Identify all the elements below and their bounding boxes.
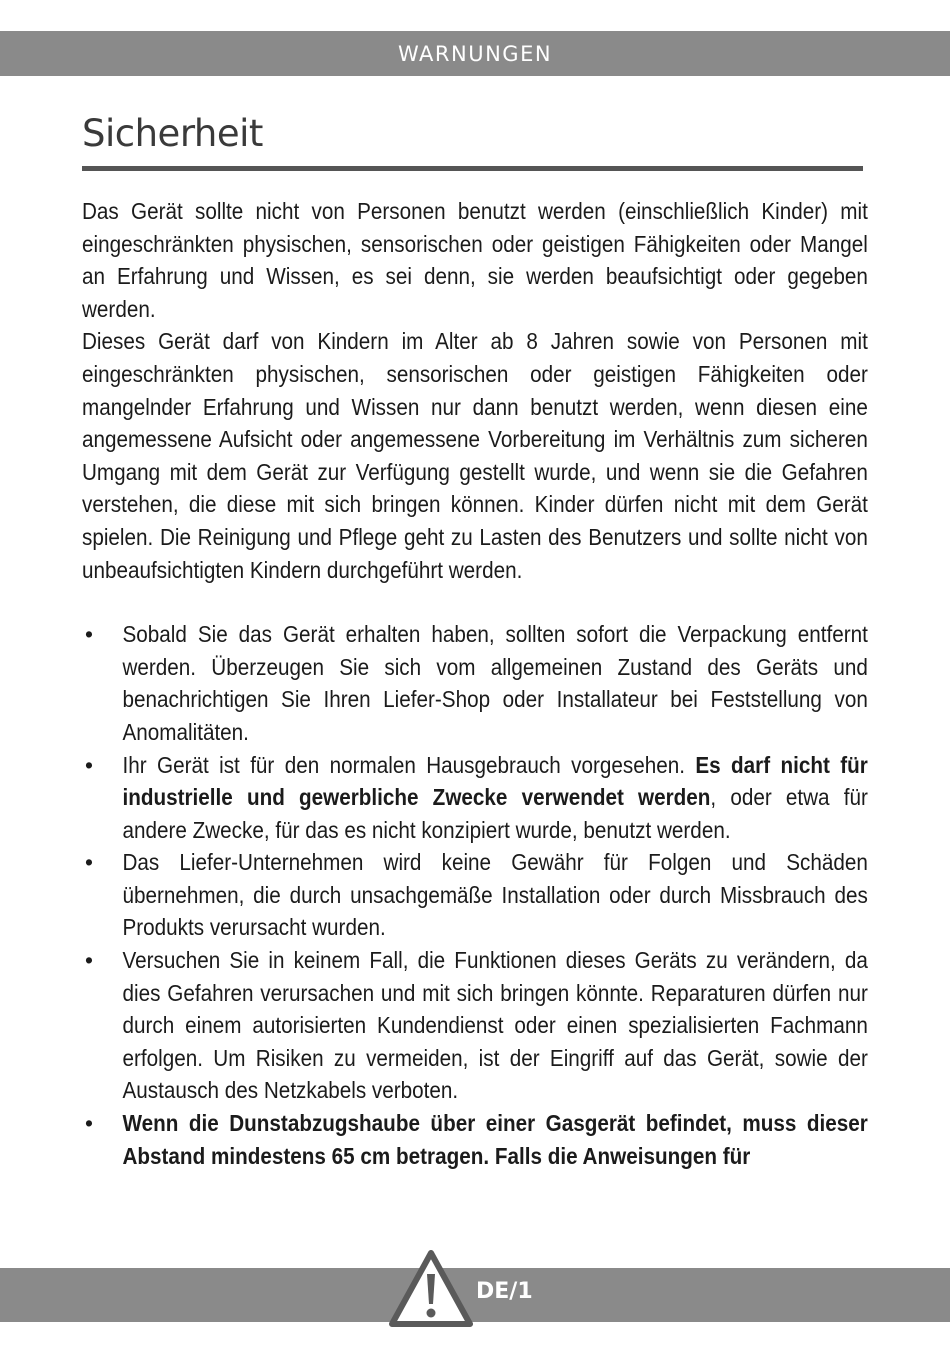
list-item [82, 618, 868, 748]
bullet-icon: • [85, 1110, 94, 1137]
list-item-text: Versuchen Sie in keinem Fall, die Funktionen dieses Geräts zu verändern, da dies Gefahren verursachen und mit sich bringen könnte. Reparaturen dürfen nur durch einem autorisierten Kundendienst oder einen spezialisierten Fachmann erfolgen. Um Risiken zu vermeiden, ist der Eingriff auf das Gerät, sowie der Austausch des Netzkabels verboten. [122, 947, 868, 1104]
list-item [82, 846, 868, 944]
list-item-text: Das Liefer-Unternehmen wird keine Gewähr für Folgen und Schäden übernehmen, die durch unsachgemäße Installation oder durch Missbrauch des Produkts verursacht wurden. [122, 849, 868, 941]
list-item-emphasis: Es darf nicht für industrielle und gewerbliche Zwecke verwendet werden [122, 751, 868, 811]
footer-bar [0, 1268, 950, 1322]
paragraph-1: Das Gerät sollte nicht von Personen benutzt werden (einschließlich Kinder) mit eingeschränkten physischen, sensorischen oder geistigen Fähigkeiten oder Mangel an Erfahrung und Wissen, es sei denn, sie werden beaufsichtigt oder gegeben werden. [82, 198, 868, 322]
paragraph-2: Dieses Gerät darf von Kindern im Alter ab 8 Jahren sowie von Personen mit eingeschränkten physischen, sensorischen oder geistigen Fähigkeiten oder mangelnder Erfahrung und Wissen nur dann benutzt werden, wenn diesen eine angemessene Aufsicht oder angemessene Vorbereitung im Verhältnis zum sicheren Umgang mit dem Gerät zur Verfügung gestellt wurde, und wenn sie die Gefahren verstehen, die diese mit sich bringen können. Kinder dürfen nicht mit dem Gerät spielen. Die Reinigung und Pflege geht zu Lasten des Benutzers und sollte nicht von unbeaufsichtigten Kindern durchgeführt werden. [82, 328, 868, 583]
section-heading: Sicherheit [82, 112, 263, 155]
heading-divider [82, 166, 863, 171]
bullet-icon: • [85, 621, 94, 648]
bullet-icon: • [85, 947, 94, 974]
bullet-icon: • [85, 751, 94, 778]
list-item [82, 1107, 868, 1172]
list-item-text: Sobald Sie das Gerät erhalten haben, sollten sofort die Verpackung entfernt werden. Überzeugen Sie sich vom allgemeinen Zustand des Geräts und benachrichtigen Sie Ihren Liefer-Shop oder Installateur bei Feststellung von Anomalitäten. [122, 621, 868, 745]
bullet-list [82, 618, 868, 1172]
header-bar [0, 31, 950, 76]
list-item-emphasis: Wenn die Dunstabzugshaube über einer Gasgerät befindet, muss dieser Abstand mindestens 65 cm betragen. Falls die Anweisungen für [122, 1110, 868, 1169]
bullet-icon: • [85, 849, 94, 876]
list-item-text: , oder etwa für andere Zwecke, für das es nicht konzipiert wurde, benutzt werden. [122, 784, 868, 843]
paragraph-spacer [82, 586, 868, 618]
header-title: WARNUNGEN [397, 41, 553, 66]
list-item-text: Ihr Gerät ist für den normalen Hausgebrauch vorgesehen. [122, 751, 696, 778]
page-number: DE/1 [476, 1279, 533, 1304]
list-item [82, 749, 868, 847]
warning-triangle-icon [389, 1250, 473, 1328]
list-item [82, 944, 868, 1107]
document-body [82, 195, 868, 1172]
